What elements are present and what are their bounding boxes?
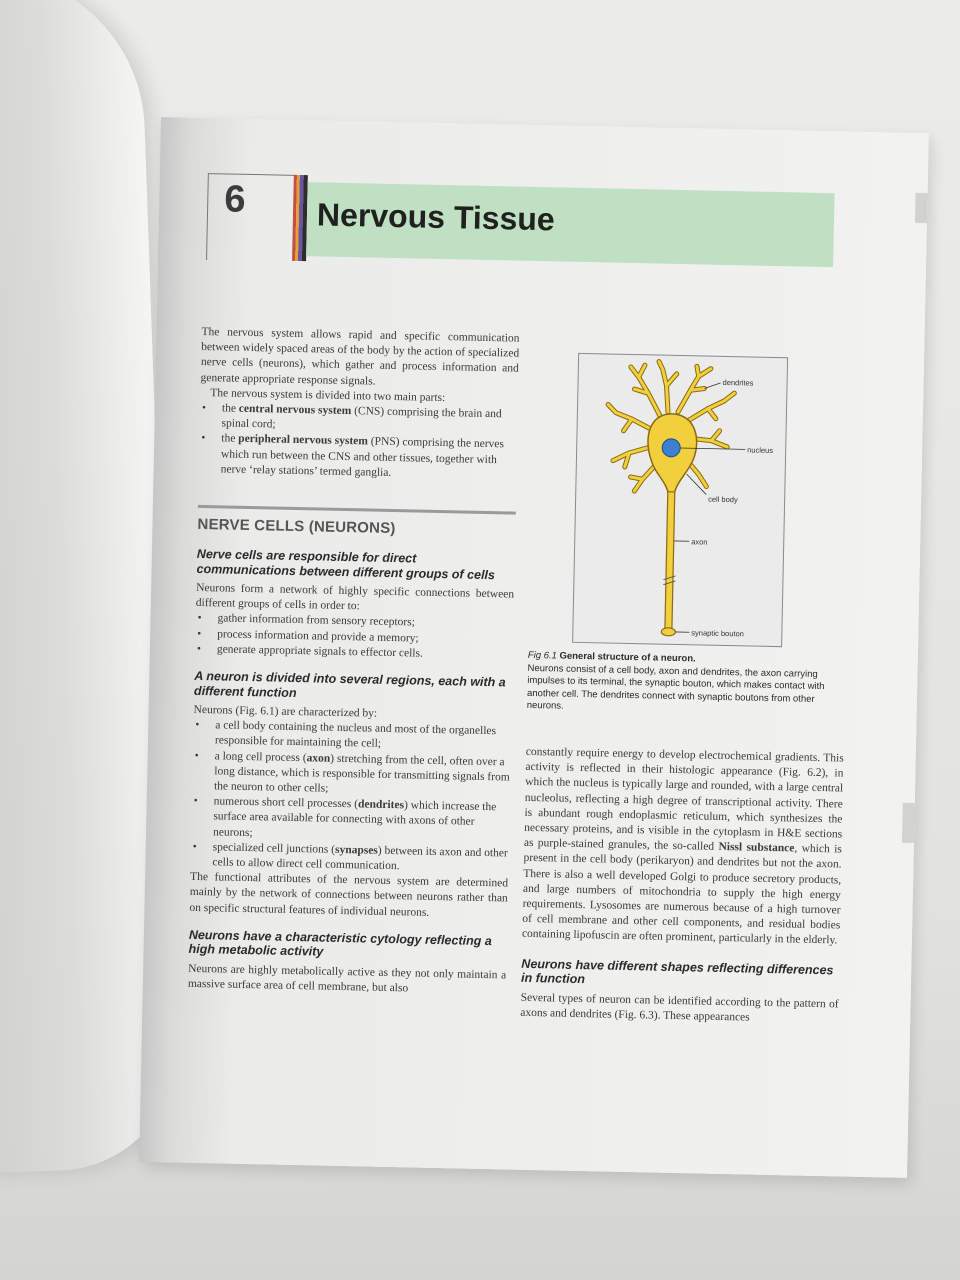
text-run: a cell body containing the nucleus and most of the organelles responsible for maintaining the cell; xyxy=(214,719,497,751)
label-nucleus: nucleus xyxy=(747,445,774,455)
bold-term: peripheral nervous system xyxy=(238,433,369,448)
right-column xyxy=(520,745,844,1028)
figure-title: General structure of a neuron. xyxy=(559,650,696,665)
chapter-number-box xyxy=(206,173,295,262)
text-run: constantly require energy to develop electrochemical gradients. This activity is reflected in their histologic appearance (Fig. 6.2), in which the nucleus is typically large and rounded, with a large central nucleolus, reflecting a high degree of transcriptional activity. There is abundant rough endoplasmic reticulum, which synthesizes the necessary proteins, and is visible in the cytoplasm in H&E sections as purple-stained granules, the so-called xyxy=(523,745,844,854)
subheading: Neurons have different shapes reflecting differences in function xyxy=(520,956,834,987)
axon-shape xyxy=(665,492,675,630)
list-item xyxy=(198,431,517,483)
page-edge-tab xyxy=(902,803,915,843)
body-paragraph: The functional attributes of the nervous system are determined mainly by the network of connections between neurons rather than on specific structural features of individual neurons. xyxy=(189,871,509,919)
text-run: (CNS) comprising the brain and spinal cord; xyxy=(221,405,502,431)
synaptic-bouton-shape xyxy=(661,628,675,636)
bold-term: Nissl substance xyxy=(718,841,795,855)
list-item: • gather information from sensory receptors; xyxy=(195,611,513,633)
chapter-number: 6 xyxy=(223,178,246,221)
text-run: the xyxy=(221,402,239,415)
list-item xyxy=(191,794,510,846)
intro-parts-intro: The nervous system is divided into two main parts: xyxy=(210,386,446,404)
list-item xyxy=(192,749,511,801)
text-run: a long cell process ( xyxy=(214,749,307,764)
nucleus-shape xyxy=(662,439,680,457)
bold-term: central nervous system xyxy=(238,402,352,418)
list-item: • generate appropriate signals to effector cells. xyxy=(195,642,513,664)
text-run: (PNS) comprising the nerves which run between the CNS and other tissues, together with nerve ‘relay stations’ termed ganglia. xyxy=(220,435,505,479)
body-paragraph xyxy=(522,745,844,949)
label-synaptic-bouton: synaptic bouton xyxy=(691,628,744,639)
body-paragraph: Neurons (Fig. 6.1) are characterized by: xyxy=(193,703,378,720)
bullet-list xyxy=(190,718,511,877)
figure-id: Fig 6.1 xyxy=(527,649,557,662)
page-edge-tab xyxy=(915,193,928,223)
neuron-figure xyxy=(572,353,788,647)
subheading: A neuron is divided into several regions, each with a different function xyxy=(193,668,506,700)
label-axon: axon xyxy=(691,537,708,547)
bullet-list xyxy=(195,611,514,663)
body-paragraph: Neurons are highly metabolically active as they not only maintain a massive surface area of cell membrane, but also xyxy=(187,962,507,995)
bold-term: synapses xyxy=(334,843,378,857)
text-run: , which is present in the cell body (perikaryon) and dendrites but not the axon. There is also a well developed Golgi to produce secretory products, and large numbers of mitochondria to supply the high energy requirements. Lysosomes are numerous because of a high turnover of cell membrane and other cell components, and residual bodies containing lipofuscin are often prominent, particularly in the elderly. xyxy=(521,842,842,947)
subheading: Nerve cells are responsible for direct communications between different groups of cells xyxy=(196,546,496,582)
label-cell-body: cell body xyxy=(708,494,738,505)
intro-parts-list xyxy=(198,401,518,484)
chapter-banner xyxy=(306,182,834,267)
label-dendrites: dendrites xyxy=(722,377,754,388)
text-run: ) between its axon and other cells to allow direct cell communication. xyxy=(212,844,508,873)
body-paragraph: Neurons form a network of highly specific connections between different groups of cells in order to: xyxy=(195,581,515,613)
section-title: NERVE CELLS (NEURONS) xyxy=(197,505,516,540)
intro-paragraph: The nervous system allows rapid and specific communication between widely spaced areas of the body by the action of specialized nerve cells (neurons), which gather and process information and generate appropriate response signals. xyxy=(200,325,520,388)
chapter-title: Nervous Tissue xyxy=(316,196,556,238)
figure-caption-text: Neurons consist of a cell body, axon and dendrites, the axon carrying impulses to its terminal, the synaptic bouton, which makes contact with another cell. The dendrites connect with synaptic boutons from other neurons. xyxy=(526,662,825,712)
text-run: the xyxy=(221,432,239,446)
body-paragraph: Several types of neuron can be identified according to the pattern of axons and dendrites (Fig. 6.3). These appearances xyxy=(520,991,839,1024)
list-item: • process information and provide a memory; xyxy=(195,627,513,649)
figure-caption xyxy=(527,650,828,719)
bold-term: axon xyxy=(306,751,331,765)
text-run: numerous short cell processes ( xyxy=(213,795,359,811)
text-run: specialized cell junctions ( xyxy=(212,841,336,856)
bold-term: dendrites xyxy=(357,798,405,812)
text-run: ) which increase the surface area available for connecting with axons of other neurons; xyxy=(212,799,497,839)
textbook-page xyxy=(139,117,929,1178)
left-column xyxy=(188,325,520,999)
text-run: ) stretching from the cell, often over a long distance, which is responsible for transmitting signals from the neuron to other cells; xyxy=(213,752,510,795)
subheading: Neurons have a characteristic cytology reflecting a high metabolic activity xyxy=(188,927,492,960)
neuron-diagram xyxy=(573,354,787,646)
